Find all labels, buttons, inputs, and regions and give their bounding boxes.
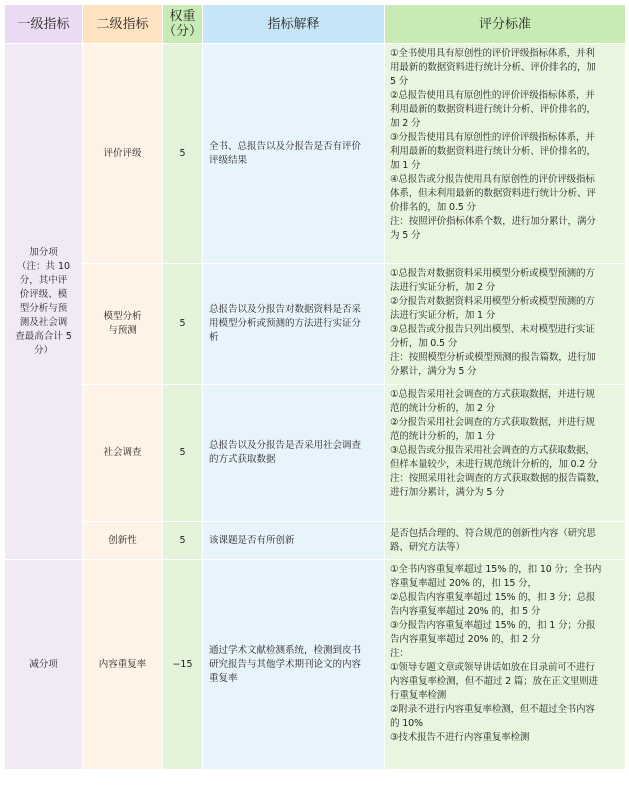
header-explanation: 指标解释 (203, 5, 385, 44)
criteria-cell (385, 522, 626, 560)
explanation-line: 重复率 (209, 672, 238, 684)
header-weight-line2: （分） (163, 24, 203, 39)
criteria-text (390, 264, 621, 381)
criteria-line: ③分报告内容重复率超过 15% 的，扣 1 分；分报 (390, 620, 596, 631)
level2-indicator-line: 社会调查 (103, 447, 142, 458)
criteria-line: 5 分 (390, 76, 409, 87)
explanation-line: 该课题是否有所创新 (209, 534, 295, 546)
table-row (5, 264, 626, 385)
table-row (5, 522, 626, 560)
criteria-line: ①全书使用具有原创性的评价评级指标体系，并利 (390, 48, 595, 59)
criteria-line: 但样本量较少，未进行规范统计分析的，加 0.2 分 (390, 459, 598, 470)
table-row (5, 44, 626, 264)
explanation-cell (203, 560, 385, 770)
criteria-line: 用最新的数据资料进行统计分析、评价排名的，加 (390, 62, 596, 73)
explanation-line: 用模型分析或预测的方法进行实证分 (209, 318, 362, 329)
criteria-line: ④总报告或分报告使用具有原创性的评价评级指标 (390, 174, 595, 185)
header-weight (163, 5, 203, 44)
weight-cell: 5 (163, 522, 203, 560)
criteria-line: 注： (390, 648, 409, 659)
criteria-line: 法进行实证分析，加 1 分 (390, 310, 496, 321)
level2-indicator-cell (83, 385, 163, 522)
table-row (5, 385, 626, 522)
criteria-line: 法进行实证分析，加 2 分 (390, 282, 496, 293)
criteria-line: 内容重复率检测，但不超过 2 篇；放在正文里则进 (390, 676, 599, 687)
criteria-line: ①总报告采用社会调查的方式获取数据，并进行规 (390, 389, 595, 400)
criteria-line: 告内容重复率超过 20% 的，扣 5 分 (390, 606, 541, 617)
level2-indicator-line: 创新性 (108, 534, 137, 546)
header-row (5, 5, 626, 44)
criteria-cell (385, 385, 626, 522)
explanation-line: 总报告以及分报告对数据资料是否采 (209, 304, 362, 315)
criteria-cell (385, 560, 626, 770)
explanation-cell (203, 44, 385, 264)
criteria-line: ③总报告或分报告采用社会调查的方式获取数据， (390, 445, 595, 456)
explanation-line: 通过学术文献检测系统，检测到皮书 (209, 644, 362, 656)
deduction-category-line: 减分项 (29, 658, 58, 670)
explanation-line: 的方式获取数据 (209, 454, 276, 465)
criteria-line: 价排名的，加 0.5 分 (390, 202, 476, 213)
criteria-cell (385, 264, 626, 385)
criteria-line: 体系，但未利用最新的数据资料进行统计分析、评 (390, 188, 596, 199)
criteria-line: ①领导专题文章或领导讲话如放在目录前可不进行 (390, 662, 595, 673)
criteria-line: ①全书内容重复率超过 15% 的，扣 10 分；全书内 (390, 564, 602, 575)
header-criteria: 评分标准 (385, 5, 626, 44)
criteria-line: 加 2 分 (390, 118, 421, 129)
weight-cell: 5 (163, 44, 203, 264)
criteria-line: 加 1 分 (390, 160, 421, 171)
criteria-line: 范的统计分析的，加 2 分 (390, 403, 496, 414)
header-weight-line1: 权重 (169, 9, 196, 24)
level2-indicator-line: 评价评级 (103, 147, 142, 159)
criteria-line: ②总报告使用具有原创性的评价评级指标体系，并 (390, 90, 595, 101)
bonus-category-line: 加分项 (29, 246, 58, 258)
scoring-table (4, 4, 626, 770)
criteria-line: 注：按照模型分析或模型预测的报告篇数，进行加 (390, 352, 596, 363)
table-body (5, 44, 626, 770)
weight-cell: 5 (163, 385, 203, 522)
explanation-line: 析 (209, 332, 219, 343)
level2-indicator-cell (83, 522, 163, 560)
criteria-line: ③技术报告不进行内容重复率检测 (390, 732, 530, 743)
level2-indicator-line: 与预测 (108, 325, 137, 336)
criteria-text (390, 44, 621, 245)
criteria-line: 的 10% (390, 718, 423, 729)
criteria-cell (385, 44, 626, 264)
criteria-line: 告内容重复率超过 20% 的，扣 2 分 (390, 634, 541, 645)
bonus-category-line: 分，其中评 (19, 274, 68, 286)
level2-indicator-cell (83, 44, 163, 264)
bonus-category-line: 价评级、模 (19, 288, 68, 300)
bonus-category-line: 测及社会调 (19, 316, 68, 328)
criteria-line: ③分报告使用具有原创性的评价评级指标体系，并 (390, 132, 595, 143)
criteria-text (390, 385, 621, 502)
criteria-line: ②分报告采用社会调查的方式获取数据，并进行规 (390, 417, 595, 428)
level2-indicator-cell (83, 264, 163, 385)
criteria-line: 利用最新的数据资料进行统计分析、评价排名的， (390, 146, 596, 157)
scoring-table-container (4, 4, 626, 770)
criteria-line: ②附录不进行内容重复率检测，但不超过全书内容 (390, 704, 595, 715)
criteria-line: ③总报告或分报告只列出模型、未对模型进行实证 (390, 324, 595, 335)
weight-cell: −15 (163, 560, 203, 770)
bonus-category-line: 分） (33, 344, 53, 356)
explanation-line: 总报告以及分报告是否采用社会调查 (209, 440, 362, 451)
criteria-line: 分累计，满分为 5 分 (390, 366, 477, 377)
explanation-cell (203, 522, 385, 560)
criteria-line: 行重复率检测 (390, 690, 447, 701)
deduction-category-cell (5, 560, 83, 770)
bonus-category-line: 型分析与预 (19, 302, 68, 314)
criteria-text (390, 560, 621, 747)
criteria-line: ①总报告对数据资料采用模型分析或模型预测的方 (390, 268, 595, 279)
explanation-cell (203, 385, 385, 522)
criteria-line: 为 5 分 (390, 230, 421, 241)
criteria-line: 分析，加 0.5 分 (390, 338, 458, 349)
bonus-category-line: 查最高合计 5 (15, 330, 72, 342)
criteria-line: 利用最新的数据资料进行统计分析、评价排名的， (390, 104, 596, 115)
criteria-line: 路、研究方法等） (390, 542, 465, 553)
criteria-line: 范的统计分析的，加 1 分 (390, 431, 496, 442)
criteria-line: ②总报告内容重复率超过 15% 的，扣 3 分；总报 (390, 592, 596, 603)
bonus-category-cell (5, 44, 83, 560)
criteria-line: 注：按照评价指标体系个数，进行加分累计，满分 (390, 216, 596, 227)
explanation-line: 研究报告与其他学术期刊论文的内容 (209, 658, 362, 670)
explanation-cell (203, 264, 385, 385)
header-level2-indicator: 二级指标 (83, 5, 163, 44)
criteria-line: 注：按照采用社会调查的方式获取数据的报告篇数， (390, 473, 606, 484)
table-row (5, 560, 626, 770)
bonus-category-line: （注：共 10 (16, 260, 71, 272)
criteria-line: 是否包括合理的、符合规范的创新性内容（研究思 (390, 528, 596, 539)
weight-cell: 5 (163, 264, 203, 385)
criteria-line: ②分报告对数据资料采用模型分析或模型预测的方 (390, 296, 595, 307)
explanation-line: 评级结果 (209, 154, 248, 166)
criteria-line: 进行加分累计，满分为 5 分 (390, 487, 505, 498)
criteria-text (390, 524, 621, 557)
level2-indicator-cell (83, 560, 163, 770)
criteria-line: 容重复率超过 20% 的，扣 15 分， (390, 578, 537, 589)
header-level1-indicator: 一级指标 (5, 5, 83, 44)
explanation-line: 全书、总报告以及分报告是否有评价 (209, 140, 362, 152)
level2-indicator-line: 内容重复率 (98, 658, 147, 670)
level2-indicator-line: 模型分析 (103, 311, 142, 322)
